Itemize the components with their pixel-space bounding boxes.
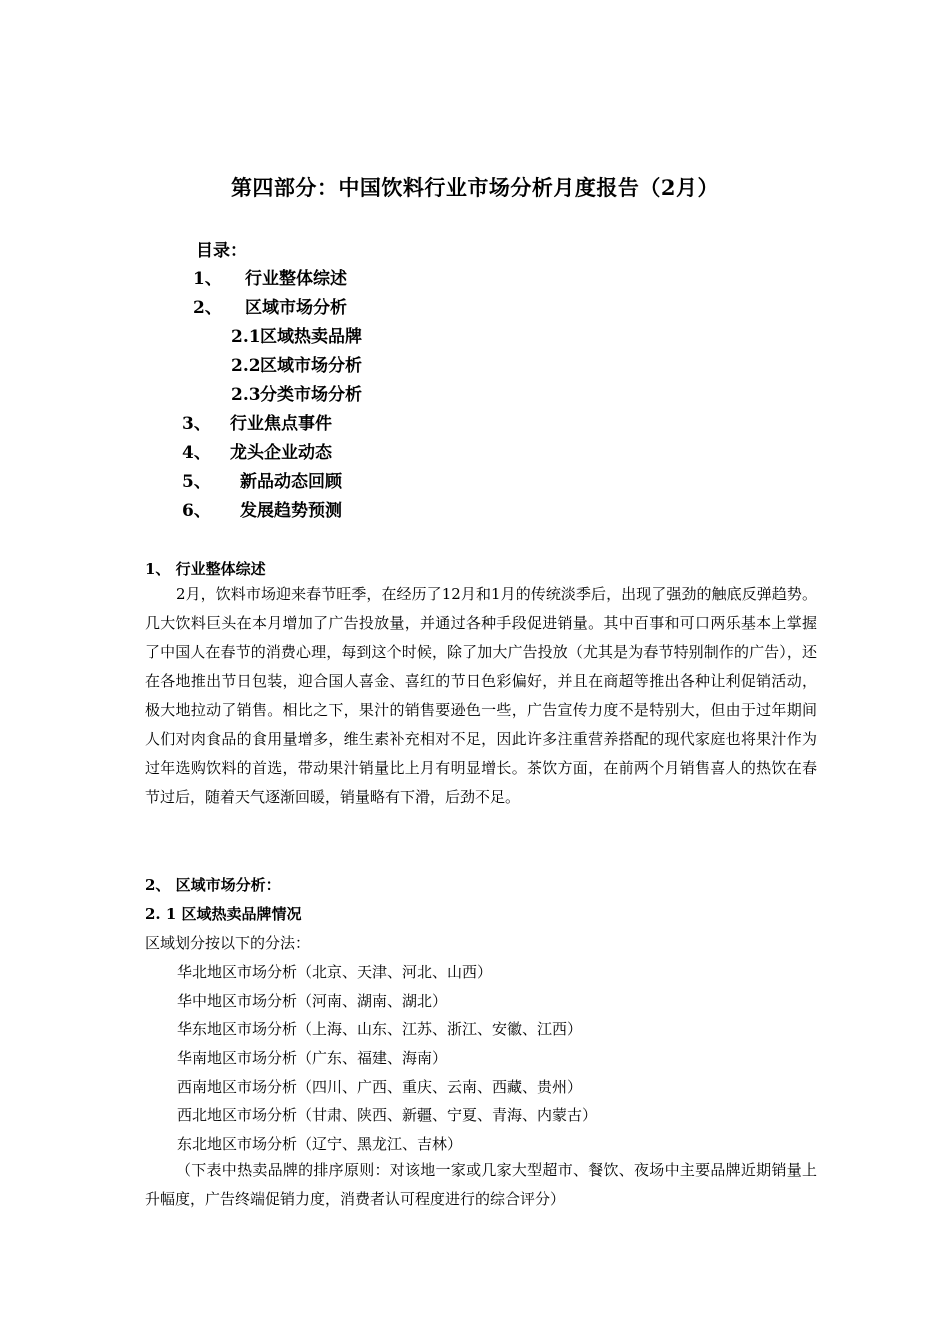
region-item: 华南地区市场分析（广东、福建、海南） <box>177 1049 448 1067</box>
region-item: 西北地区市场分析（甘肃、陕西、新疆、宁夏、青海、内蒙古） <box>177 1106 598 1124</box>
toc-item-number: 2.1 <box>231 327 261 347</box>
toc-item-number: 2.3 <box>231 385 261 405</box>
toc-item <box>193 293 347 318</box>
toc-item-label: 发展趋势预测 <box>240 501 342 521</box>
toc-item-number: 2.2 <box>231 356 261 376</box>
toc-item-number: 1、 <box>193 269 222 289</box>
toc-item <box>182 467 342 492</box>
toc-item <box>182 438 332 463</box>
region-item: 华中地区市场分析（河南、湖南、湖北） <box>177 992 448 1010</box>
toc-item-label: 行业整体综述 <box>245 269 347 289</box>
toc-item-label: 新品动态回顾 <box>240 472 342 492</box>
section-2-heading: 2、 区域市场分析： <box>145 876 281 894</box>
toc-item-label: 龙头企业动态 <box>230 443 332 463</box>
section-2-1-heading: 2. 1 区域热卖品牌情况 <box>145 905 302 923</box>
region-item: 西南地区市场分析（四川、广西、重庆、云南、西藏、贵州） <box>177 1078 583 1096</box>
section-1-body: 2月，饮料市场迎来春节旺季，在经历了12月和1月的传统淡季后，出现了强劲的触底反弹趋势。几大饮料巨头在本月增加了广告投放量，并通过各种手段促进销量。其中百事和可口两乐基本上掌握了中国人在春节的消费心理，每到这个时候，除了加大广告投放（尤其是为春节特别制作的广告），还在各地推出节日包装，迎合国人喜金、喜红的节日色彩偏好，并且在商超等推出各种让利促销活动，极大地拉动了销售。相比之下，果汁的销售要逊色一些，广告宣传力度不是特别大，但由于过年期间人们对肉食品的食用量增多，维生素补充相对不足，因此许多注重营养搭配的现代家庭也将果汁作为过年选购饮料的首选，带动果汁销量比上月有明显增长。茶饮方面，在前两个月销售喜人的热饮在春节过后，随着天气逐渐回暖，销量略有下滑，后劲不足。 <box>145 585 817 806</box>
toc-item-label: 分类市场分析 <box>260 385 362 405</box>
toc-item <box>231 380 362 405</box>
region-item: 东北地区市场分析（辽宁、黑龙江、吉林） <box>177 1135 463 1153</box>
toc-item-label: 区域市场分析 <box>260 356 362 376</box>
toc-item-number: 2、 <box>193 298 222 318</box>
section-1-heading: 1、 行业整体综述 <box>145 560 266 578</box>
toc-item <box>182 496 342 521</box>
toc-item-number: 5、 <box>182 472 211 492</box>
toc-item <box>231 351 362 376</box>
toc-item-label: 行业焦点事件 <box>230 414 332 434</box>
toc-item-number: 6、 <box>182 501 211 521</box>
toc-heading: 目录： <box>196 241 247 261</box>
toc-item <box>182 409 332 434</box>
toc-item-label: 区域热卖品牌 <box>260 327 362 347</box>
toc-item <box>193 264 347 289</box>
region-item: 华北地区市场分析（北京、天津、河北、山西） <box>177 963 493 981</box>
toc-item-label: 区域市场分析 <box>245 298 347 318</box>
toc-item-number: 3、 <box>182 414 211 434</box>
region-item: 华东地区市场分析（上海、山东、江苏、浙江、安徽、江西） <box>177 1020 583 1038</box>
toc-item-number: 4、 <box>182 443 211 463</box>
toc-item <box>231 322 362 347</box>
region-intro: 区域划分按以下的分法： <box>145 934 311 952</box>
document-title: 第四部分：中国饮料行业市场分析月度报告（2月） <box>230 175 720 200</box>
ranking-note: （下表中热卖品牌的排序原则：对该地一家或几家大型超市、餐饮、夜场中主要品牌近期销量上升幅度，广告终端促销力度，消费者认可程度进行的综合评分） <box>145 1161 817 1208</box>
